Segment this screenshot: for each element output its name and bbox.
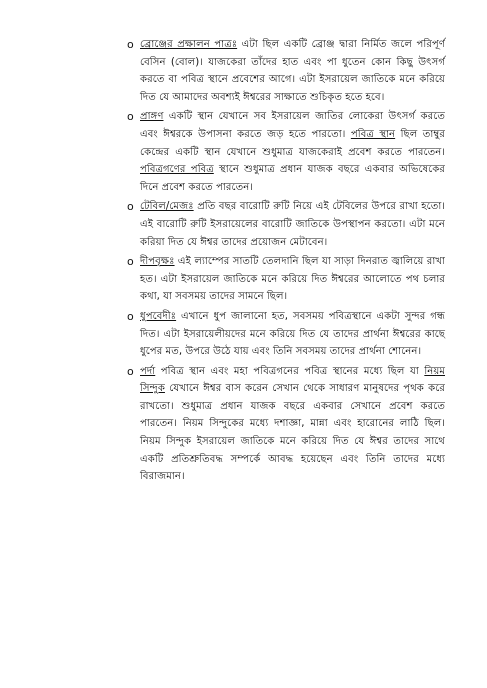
- bullet-icon: o: [127, 200, 134, 214]
- inline-term: পবিত্রগণের পবিত্র: [140, 164, 214, 176]
- bullet-icon: o: [127, 38, 134, 51]
- item-text: ছিল তাম্বুর কেন্দ্রের একটি স্থান যেখানে শুধুমাত্র যাজকেরাই প্রবেশ করতে পারতেন।: [140, 128, 445, 158]
- inline-term: নিয়ম সিন্দুক: [140, 365, 445, 395]
- item-term: দীপবৃক্ষঃ: [140, 256, 175, 268]
- item-term: টেবিল/মেজঃ: [140, 201, 194, 213]
- item-text: এটা ছিল একটি ব্রোঞ্জ দ্বারা নির্মিত জলে পরিপূর্ণ বেসিন (বোল)। যাজকেরা তাঁদের হাত এবং পা ধুতেন কোন কিছু উৎসর্গ করতে বা পবিত্র স্থানে প্রবেশের আগে। এটা ইসরায়েল জাতিকে মনে করিয়ে দিত যে আমাদের অবশ্যই ঈশ্বরের সাক্ষাতে শুচিকৃত হতে হবে।: [140, 39, 445, 103]
- item-text: এখানে ধুপ জালানো হত, সবসময় পবিত্রস্থানে একটা সুন্দর গন্ধ দিত। এটা ইসরায়েলীয়দের মনে করিয়ে দিত যে তাদের প্রার্থনা ঈশ্বরের কাছে ধুপের মত, উপরে উঠে যায় এবং তিনি সবসময় তাদের প্রার্থনা শোনেন।: [140, 310, 445, 358]
- item-text: স্থানে শুধুমাত্র প্রধান যাজক বছরে একবার অভিষেকের দিনে প্রবেশ করতে পারতেন।: [140, 164, 445, 193]
- inline-term: পবিত্র স্থান: [350, 128, 396, 140]
- list-item: [127, 253, 445, 306]
- item-term: ধুপবেদীঃ: [140, 310, 177, 322]
- item-text: পবিত্র স্থান এবং মহা পবিত্রগনের পবিত্র স্থানের মধ্যে ছিল যা: [155, 365, 425, 377]
- item-term: ব্রোঞ্জের প্রক্ষালন পাত্রঃ: [140, 39, 238, 50]
- list-item: [127, 308, 445, 361]
- item-text: এই ল্যাম্পের সাতটি তেলদানি ছিল যা সাড়া দিনরাত জ্বালিয়ে রাখা হত। এটা ইসরায়েল জাতিকে মনে করিয়ে দিত ঈশ্বরের আলোতে পথ চলার কথা, যা সবসময় তাদের সামনে ছিল।: [140, 256, 445, 303]
- bullet-icon: o: [127, 110, 134, 124]
- list-item: [127, 198, 445, 251]
- bullet-list: [127, 36, 445, 488]
- bullet-icon: o: [127, 309, 134, 323]
- list-item: [127, 108, 445, 196]
- list-item: [127, 36, 445, 106]
- item-term: পর্দা: [140, 365, 156, 377]
- bullet-icon: o: [127, 364, 134, 378]
- list-item: [127, 363, 445, 486]
- item-text: প্রতি বছর বারোটি রুটি নিয়ে এই টেবিলের উপরে রাখা হতো। এই বারোটি রুটি ইসরায়েলের বারোটি জাতিকে উপস্থাপন করতো। এটা মনে করিয়া দিত যে ঈশ্বর তাদের প্রয়োজন মেটাবেন।: [140, 201, 445, 248]
- item-text: যেখানে ঈশ্বর বাস করেন সেখান থেকে সাধারণ মানুষদের পৃথক করে রাখতো। শুধুমাত্র প্রধান যাজক বছরে একবার সেখানে প্রবেশ করতে পারতেন। নিয়ম সিন্দুকের মধ্যে দশাজ্ঞা, মান্না এবং হারোনের লাঠি ছিল। নিয়ম সিন্দুক ইসরায়েল জাতিকে মনে করিয়ে দিত যে ঈশ্বর তাদের সাথে একটি প্রতিশ্রুতিবদ্ধ সম্পর্কে আবদ্ধ হয়েছেন এবং তিনি তাদের মধ্যে বিরাজমান।: [140, 383, 445, 483]
- bullet-icon: o: [127, 255, 134, 269]
- item-term: প্রাঙ্গণ: [140, 111, 164, 123]
- item-text: একটি স্থান যেখানে সব ইসরায়েল জাতির লোকেরা উৎসর্গ করতে এবং ঈশ্বরকে উপাসনা করতে জড় হতে পারতো।: [140, 111, 445, 140]
